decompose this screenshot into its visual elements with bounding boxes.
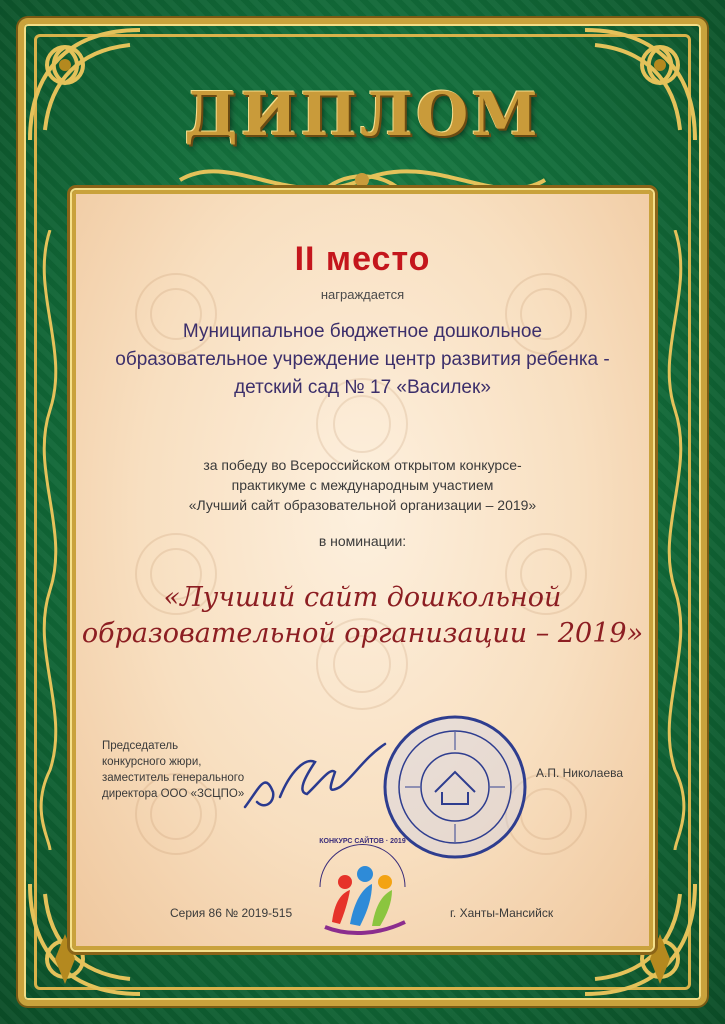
reason-line: практикуме с международным участием bbox=[231, 477, 494, 493]
awarded-label: награждается bbox=[320, 287, 405, 302]
left-side-ornament bbox=[30, 230, 70, 850]
right-side-ornament bbox=[655, 230, 695, 850]
place-heading: II место bbox=[294, 240, 431, 278]
jury-line: конкурсного жюри, bbox=[102, 756, 202, 768]
nomination-line: образовательной организации – 2019» bbox=[81, 618, 644, 649]
diploma-title: ДИПЛОМ bbox=[184, 80, 541, 150]
jury-line: Председатель bbox=[102, 740, 179, 752]
jury-line: директора ООО «ЗСЦПО» bbox=[102, 788, 245, 800]
contest-logo-caption: КОНКУРС САЙТОВ · 2019 bbox=[319, 838, 406, 845]
reason-line: за победу во Всероссийском открытом конкурсе- bbox=[203, 457, 522, 473]
recipient-line: Муниципальное бюджетное дошкольное bbox=[182, 321, 543, 342]
recipient-line: детский сад № 17 «Василек» bbox=[234, 377, 491, 398]
contest-logo bbox=[310, 842, 415, 937]
panel-swirl-pattern bbox=[76, 194, 649, 946]
recipient-name bbox=[72, 318, 653, 402]
series-number: Серия 86 № 2019-515 bbox=[170, 906, 293, 920]
signer-name: А.П. Николаева bbox=[536, 766, 624, 780]
nomination-title bbox=[72, 580, 653, 652]
nomination-label: в номинации: bbox=[318, 533, 407, 549]
reason-line: «Лучший сайт образовательной организации – 2019» bbox=[188, 497, 537, 513]
award-reason bbox=[72, 455, 653, 515]
recipient-line: образовательное учреждение центр развития ребенка - bbox=[115, 349, 610, 370]
jury-line: заместитель генерального bbox=[102, 772, 245, 784]
signature bbox=[235, 732, 395, 817]
nomination-line: «Лучший сайт дошкольной bbox=[163, 582, 562, 613]
issue-city: г. Ханты-Мансийск bbox=[450, 906, 554, 920]
content-panel bbox=[72, 190, 653, 950]
